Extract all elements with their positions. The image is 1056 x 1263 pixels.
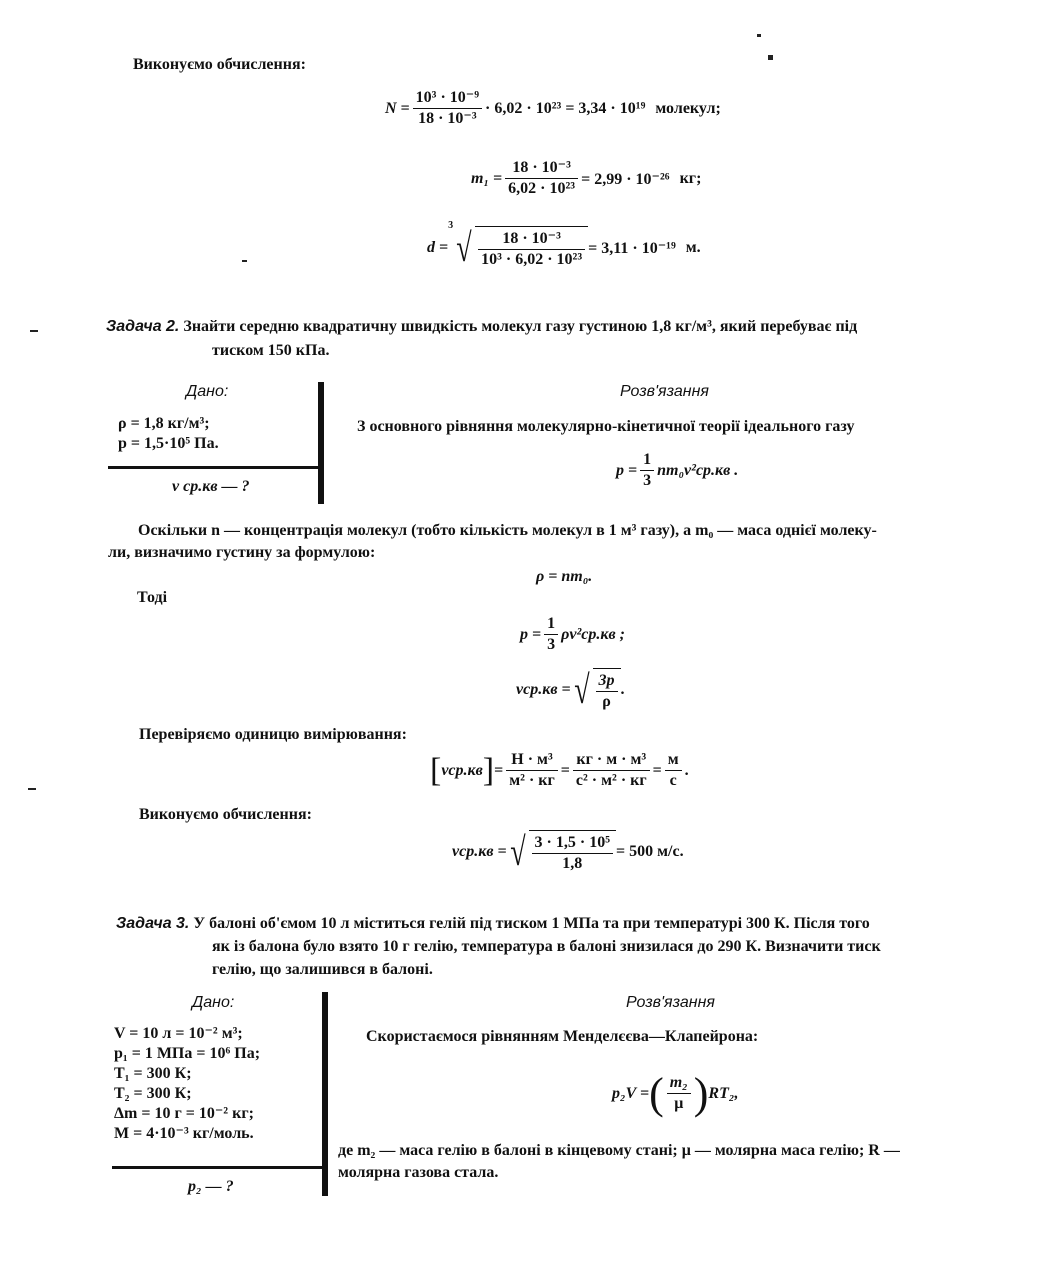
final-numerator: 3 · 1,5 · 10⁵ xyxy=(532,833,613,854)
radicand xyxy=(529,830,616,874)
radicand xyxy=(593,668,621,712)
task2-calc: Виконуємо обчислення: xyxy=(139,806,312,823)
eq3-end: . xyxy=(620,681,625,698)
task3-solution-line1: Скористаємося рівнянням Менделєєва—Клапейрона: xyxy=(366,1028,759,1045)
formula-d xyxy=(427,220,701,270)
equals-sign: = xyxy=(560,761,570,779)
final-rhs: = 500 м/с. xyxy=(616,843,684,860)
scan-speck xyxy=(28,788,36,790)
formula-N-denominator: 18 · 10⁻³ xyxy=(418,110,477,127)
scan-speck xyxy=(768,55,773,60)
formula-N-numerator: 10³ · 10⁻⁹ xyxy=(413,88,482,109)
scan-speck xyxy=(757,34,761,37)
task2-label: Задача 2. xyxy=(106,318,180,335)
formula-d-denominator: 10³ · 6,02 · 10²³ xyxy=(481,251,583,268)
square-root xyxy=(571,668,621,712)
task3-equation xyxy=(612,1068,738,1119)
task3-given-title: Дано: xyxy=(192,994,235,1011)
task2-statement xyxy=(106,318,857,336)
task2-equation-2 xyxy=(520,614,625,655)
task2-units-check xyxy=(430,750,689,791)
equals-sign: = xyxy=(652,761,662,779)
task2-solution-title: Розв'язання xyxy=(620,383,709,400)
formula-m1-unit: кг; xyxy=(679,169,702,187)
task2-equation-1 xyxy=(616,450,738,491)
task3-given-item: p₁ = 1 МПа = 10⁶ Па; xyxy=(114,1045,261,1062)
task3-line1: У балоні об'ємом 10 л міститься гелій під тиском 1 МПа та при температурі 300 К. Після того xyxy=(193,915,870,932)
formula-m1-rest: = 2,99 · 10⁻²⁶ xyxy=(581,170,670,188)
formula-N-rest: · 6,02 · 10²³ = 3,34 · 10¹⁹ xyxy=(485,99,646,117)
task3-given-divider xyxy=(112,1166,326,1169)
radical-sign: √ xyxy=(573,667,590,712)
formula-d-rest: = 3,11 · 10⁻¹⁹ xyxy=(588,240,676,257)
bracket-right: ] xyxy=(482,751,495,789)
eq1-lhs: p = xyxy=(616,461,638,479)
task2-text-line1: Знайти середню квадратичну швидкість молекул газу густиною 1,8 кг/м³, який перебуває під xyxy=(183,318,858,335)
formula-m1-lhs: m₁ = xyxy=(471,169,503,187)
units-lhs: vср.кв xyxy=(441,761,483,779)
scan-speck xyxy=(242,260,247,262)
task3-line2: як із балона було взято 10 г гелію, температура в балоні знизилася до 290 К. Визначити тиск xyxy=(212,938,881,955)
t3eq-lhs: p₂V = xyxy=(612,1084,650,1102)
task3-solution-title: Розв'язання xyxy=(626,994,715,1011)
eq2-fraction xyxy=(544,614,558,655)
formula-d-unit: м. xyxy=(685,239,701,256)
task3-line3: гелію, що залишився в балоні. xyxy=(212,961,433,978)
t3eq-fraction xyxy=(667,1073,691,1114)
eq2-lhs: p = xyxy=(520,625,542,643)
root-index: 3 xyxy=(448,220,454,231)
task2-eq-rho: ρ = nm₀. xyxy=(536,568,593,585)
task3-statement xyxy=(116,915,870,933)
scan-speck xyxy=(30,330,38,332)
formula-d-numerator: 18 · 10⁻³ xyxy=(478,229,585,250)
final-denominator: 1,8 xyxy=(562,855,583,872)
eq1-denominator: 3 xyxy=(643,472,652,489)
period: . xyxy=(684,761,689,779)
eq3-lhs: vср.кв = xyxy=(516,681,571,698)
eq3-numerator: 3p xyxy=(596,671,618,692)
t3eq-denominator: μ xyxy=(674,1095,684,1112)
eq1-fraction xyxy=(640,450,654,491)
formula-m1 xyxy=(471,158,701,199)
radical-sign: √ xyxy=(509,829,526,874)
task2-final xyxy=(452,830,684,874)
units-fraction-3 xyxy=(665,750,682,791)
task3-find: p₂ — ? xyxy=(188,1178,234,1195)
task3-given-item: T₁ = 300 К; xyxy=(114,1065,192,1082)
eq1-numerator: 1 xyxy=(640,450,654,471)
task3-given-item: T₂ = 300 К; xyxy=(114,1085,192,1102)
units-f3-denominator: с xyxy=(669,772,677,789)
formula-N-fraction xyxy=(413,88,482,129)
task2-solution-line1: З основного рівняння молекулярно-кінетичної теорії ідеального газу xyxy=(357,418,855,435)
task2-given-list xyxy=(118,414,219,454)
formula-m1-fraction xyxy=(505,158,578,199)
units-f1-numerator: Н · м³ xyxy=(506,750,558,771)
task2-check: Перевіряємо одиницю вимірювання: xyxy=(139,726,407,743)
final-fraction xyxy=(532,833,613,874)
eq3-denominator: ρ xyxy=(602,693,611,710)
formula-N xyxy=(385,88,721,129)
task2-para-line1: Оскільки n — концентрація молекул (тобто кількість молекул в 1 м³ газу), а m₀ — маса однієї молеку- xyxy=(138,522,877,539)
units-f2-denominator: с² · м² · кг xyxy=(575,772,647,789)
task2-find: v ср.кв — ? xyxy=(172,478,250,495)
units-f3-numerator: м xyxy=(665,750,682,771)
units-f1-denominator: м² · кг xyxy=(509,772,555,789)
eq2-denominator: 3 xyxy=(547,636,556,653)
task2-vertical-divider xyxy=(318,382,324,504)
eq2-numerator: 1 xyxy=(544,614,558,635)
task3-vertical-divider xyxy=(322,992,328,1196)
task3-after-line1: де m₂ — маса гелію в балоні в кінцевому стані; μ — молярна маса гелію; R — xyxy=(338,1142,900,1159)
equals-sign: = xyxy=(494,761,504,779)
formula-d-lhs: d = xyxy=(427,239,449,256)
task3-given-item: M = 4·10⁻³ кг/моль. xyxy=(114,1125,254,1142)
task2-then: Тоді xyxy=(137,589,168,606)
final-lhs: vср.кв = xyxy=(452,843,507,860)
units-fraction-2 xyxy=(573,750,650,791)
t3eq-rhs: RT₂, xyxy=(708,1084,739,1102)
radicand xyxy=(475,226,588,270)
paren-right: ) xyxy=(693,1069,709,1118)
task3-given-list xyxy=(114,1024,260,1144)
cube-root xyxy=(448,220,588,270)
formula-N-lhs: N = xyxy=(385,99,410,117)
units-fraction-1 xyxy=(506,750,558,791)
task2-equation-3 xyxy=(516,668,625,712)
task3-label: Задача 3. xyxy=(116,915,190,932)
task2-given-title: Дано: xyxy=(186,383,229,400)
task2-text-line2: тиском 150 кПа. xyxy=(212,342,330,359)
formula-m1-numerator: 18 · 10⁻³ xyxy=(505,158,578,179)
formula-m1-denominator: 6,02 · 10²³ xyxy=(508,180,576,197)
calc-intro: Виконуємо обчислення: xyxy=(133,56,306,73)
task2-para-line2: ли, визначимо густину за формулою: xyxy=(108,544,376,561)
task3-given-item: V = 10 л = 10⁻² м³; xyxy=(114,1025,243,1042)
task2-given-divider xyxy=(108,466,322,469)
formula-N-unit: молекул; xyxy=(655,99,721,117)
eq2-rhs: ρv²ср.кв ; xyxy=(561,625,625,643)
t3eq-numerator: m₂ xyxy=(667,1073,691,1094)
formula-d-fraction xyxy=(478,229,585,270)
units-f2-numerator: кг · м · м³ xyxy=(573,750,650,771)
radical-sign: √ xyxy=(456,225,472,270)
task2-given-item: ρ = 1,8 кг/м³; xyxy=(118,415,210,432)
square-root xyxy=(507,830,616,874)
task3-after-line2: молярна газова стала. xyxy=(338,1164,499,1181)
eq1-rhs: nm₀v²ср.кв . xyxy=(657,461,739,479)
task2-given-item: p = 1,5·10⁵ Па. xyxy=(118,435,219,452)
task3-given-item: Δm = 10 г = 10⁻² кг; xyxy=(114,1105,254,1122)
paren-left: ( xyxy=(649,1069,664,1118)
bracket-left: [ xyxy=(430,751,442,789)
eq3-fraction xyxy=(596,671,618,712)
